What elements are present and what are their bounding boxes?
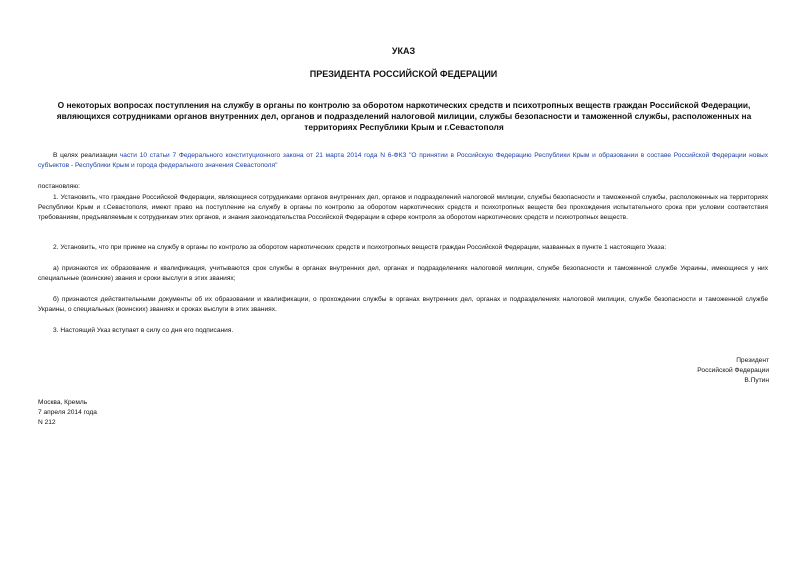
resolution-word: постановляю: — [38, 183, 81, 190]
item-2a-paragraph: а) признаются их образование и квалификация, учитываются срок службы в органах внутренних дел, органах и подразделениях налоговой милиции, службе безопасности и таможенной службе Украины, имеющиеся у них специальные (воинские) звания и сроки выслуги в этих званиях; — [38, 265, 768, 282]
signature-country: Российской Федерации — [697, 367, 769, 374]
signature-block — [697, 356, 769, 386]
law-reference-link[interactable]: части 10 статьи 7 Федерального конституционного закона от 21 марта 2014 года N 6-ФКЗ "О принятии в Российскую Федерацию Республики Крым и образовании в составе Российской Федерации новых субъектов - Республики Крым и города федерального значения Севастополя" — [38, 152, 769, 169]
signature-name: В.Путин — [744, 377, 769, 384]
document-title: О некоторых вопросах поступления на службу в органы по контролю за оборотом наркотических средств и психотропных веществ граждан Российской Федерации, являющихся сотрудниками органов внутренних дел, органов и подразделений налоговой милиции, службы безопасности и таможенной службы, расположенных на территориях Республики Крым и г.Севастополя — [56, 100, 752, 132]
item-2-paragraph: 2. Установить, что при приеме на службу в органы по контролю за оборотом наркотических средств и психотропных веществ граждан Российской Федерации, названных в пункте 1 настоящего Указа: — [53, 244, 667, 251]
document-author-heading: ПРЕЗИДЕНТА РОССИЙСКОЙ ФЕДЕРАЦИИ — [309, 69, 498, 79]
intro-prefix: В целях реализации — [53, 152, 120, 159]
place-date-block — [38, 398, 97, 428]
item-3-paragraph: 3. Настоящий Указ вступает в силу со дня его подписания. — [53, 327, 234, 334]
signing-date: 7 апреля 2014 года — [38, 409, 97, 416]
document-type-heading: УКАЗ — [391, 46, 416, 56]
document-number: N 212 — [38, 419, 56, 426]
signature-position: Президент — [736, 357, 769, 364]
item-1-paragraph: 1. Установить, что граждане Российской Федерации, являющиеся сотрудниками органов внутренних дел, органов и подразделений налоговой милиции, службы безопасности и таможенной службы, расположенных на территориях Республики Крым и г.Севастополя, имеют право на поступление на службу в органы по контролю за оборотом наркотических средств и психотропных веществ без прохождения испытательного срока при условии соответствия требованиям, предъявляемым к сотрудникам этих органов, и знания законодательства Российской Федерации в сфере контроля за оборотом наркотических средств и психотропных веществ. — [38, 194, 768, 221]
item-2b-paragraph: б) признаются действительными документы об их образовании и квалификации, о прохождении службы в органах внутренних дел, органах и подразделениях налоговой милиции, службе безопасности и таможенной службе Украины, о специальных (воинских) званиях и сроках выслуги в этих званиях. — [38, 296, 768, 313]
signing-place: Москва, Кремль — [38, 399, 88, 406]
intro-paragraph — [38, 151, 768, 171]
